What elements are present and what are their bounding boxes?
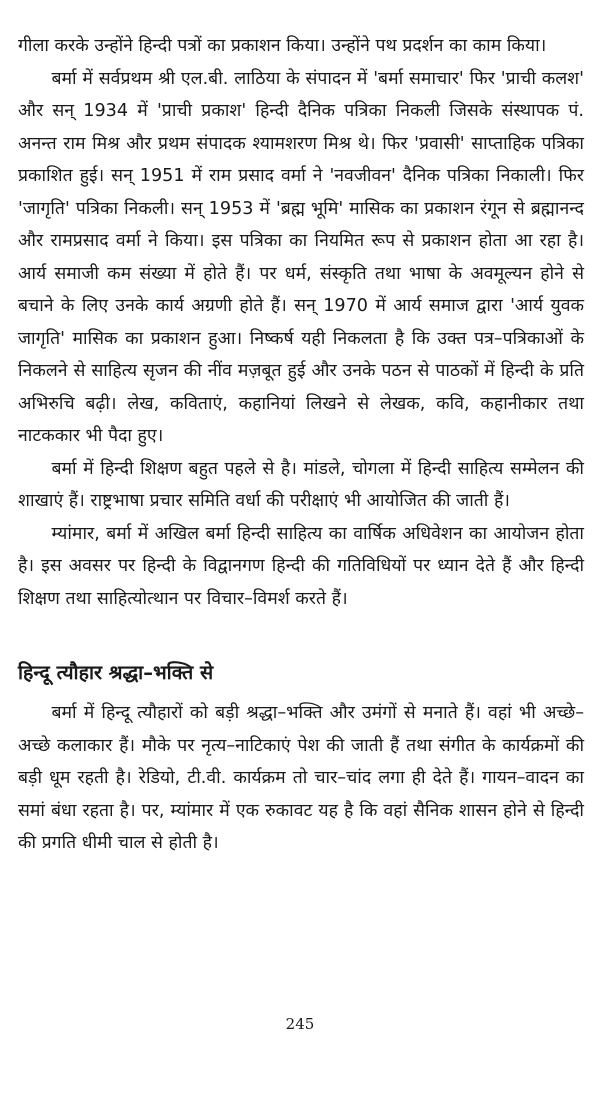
paragraph-annual-convention: म्यांमार, बर्मा में अखिल बर्मा हिन्दी साहित्य का वार्षिक अधिवेशन का आयोजन होता है। इस अवसर पर हिन्दी के विद्वानगण हिन्दी की गतिविधियों पर ध्यान देते हैं और हिन्दी शिक्षण तथा साहित्योत्थान पर विचार–विमर्श करते हैं। bbox=[18, 523, 584, 609]
paragraph-hindi-education: बर्मा में हिन्दी शिक्षण बहुत पहले से है। मांडले, चोगला में हिन्दी साहित्य सम्मेलन की शाखाएं हैं। राष्ट्रभाषा प्रचार समिति वर्धा की परीक्षाएं भी आयोजित की जाती हैं। bbox=[18, 458, 584, 511]
paragraph-continuation: गीला करके उन्होंने हिन्दी पत्रों का प्रकाशन किया। उन्होंने पथ प्रदर्शन का काम किया। bbox=[18, 36, 547, 56]
page-number: 245 bbox=[285, 1015, 315, 1033]
paragraph-festivals: बर्मा में हिन्दू त्यौहारों को बड़ी श्रद्धा–भक्ति और उमंगों से मनाते हैं। वहां भी अच्छे–अच्छे कलाकार हैं। मौके पर नृत्य–नाटिकाएं पेश की जाती हैं तथा संगीत के कार्यक्रमों की बड़ी धूम रहती है। रेडियो, टी.वी. कार्यक्रम तो चार–चांद लगा ही देते हैं। गायन–वादन का समां बंधा रहता है। पर, म्यांमार में एक रुकावट यह है कि वहां सैनिक शासन होने से हिन्दी की प्रगति धीमी चाल से होती है। bbox=[18, 703, 584, 853]
page-body bbox=[18, 30, 584, 860]
paragraph-burma-press: बर्मा में सर्वप्रथम श्री एल.बी. लाठिया के संपादन में 'बर्मा समाचार' फिर 'प्राची कलश' और सन् 1934 में 'प्राची प्रकाश' हिन्दी दैनिक पत्रिका निकली जिसके संस्थापक पं. अनन्त राम मिश्र और प्रथम संपादक श्यामशरण मिश्र थे। फिर 'प्रवासी' साप्ताहिक पत्रिका प्रकाशित हुई। सन् 1951 में राम प्रसाद वर्मा ने 'नवजीवन' दैनिक पत्रिका निकाली। फिर 'जागृति' पत्रिका निकली। सन् 1953 में 'ब्रह्म भूमि' मासिक का प्रकाशन रंगून से ब्रह्मानन्द और रामप्रसाद वर्मा ने किया। इस पत्रिका का नियमित रूप से प्रकाशन होता आ रहा है। आर्य समाजी कम संख्या में होते हैं। पर धर्म, संस्कृति तथा भाषा के अवमूल्यन होने से बचाने के लिए उनके कार्य अग्रणी होते हैं। सन् 1970 में आर्य समाज द्वारा 'आर्य युवक जागृति' मासिक का प्रकाशन हुआ। निष्कर्ष यही निकलता है कि उक्त पत्र–पत्रिकाओं के निकलने से साहित्य सृजन की नींव मज़बूत हुई और उनके पठन से पाठकों में हिन्दी के प्रति अभिरुचि बढ़ी। लेख, कविताएं, कहानियां लिखने से लेखक, कवि, कहानीकार तथा नाटककार भी पैदा हुए। bbox=[18, 68, 584, 446]
section-heading: हिन्दू त्यौहार श्रद्धा–भक्ति से bbox=[18, 661, 214, 684]
